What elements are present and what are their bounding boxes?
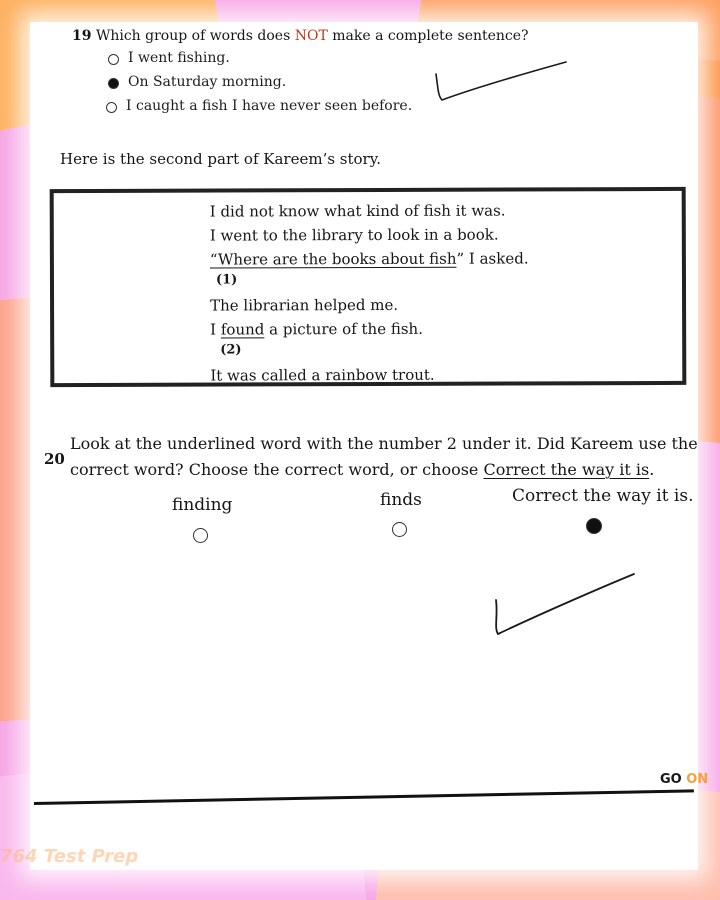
story-box	[50, 187, 687, 387]
checkmark-icon	[430, 58, 570, 108]
question-20-number: 20	[44, 450, 65, 468]
question-19-prompt: 19 Which group of words does NOT make a complete sentence?	[72, 28, 529, 44]
story-line-2: I went to the library to look in a book.	[209, 225, 499, 245]
underlined-word-2: found	[220, 320, 265, 339]
q19-option-2-label: On Saturday morning.	[128, 74, 287, 90]
q19-option-1-radio[interactable]	[108, 54, 119, 65]
underlined-phrase-1: “Where are the books about fish	[209, 249, 457, 269]
story-intro: Here is the second part of Kareem’s story.	[60, 150, 381, 168]
question-20-line-2: correct word? Choose the correct word, or choose Correct the way it is.	[70, 460, 655, 479]
q19-option-1-label: I went fishing.	[128, 50, 230, 66]
question-20-line-1: Look at the underlined word with the number 2 under it. Did Kareem use the	[70, 434, 698, 453]
not-emphasis: NOT	[294, 28, 328, 44]
bottom-rule	[34, 789, 694, 805]
correct-the-way-it-is-underlined: Correct the way it is	[483, 460, 650, 479]
question-19-number: 19	[72, 28, 92, 44]
page-footer: 764 Test Prep	[0, 846, 139, 867]
q19-option-2-radio[interactable]	[108, 78, 119, 89]
q19-option-3-label: I caught a fish I have never seen before.	[126, 98, 413, 114]
story-line-1: I did not know what kind of fish it was.	[209, 201, 506, 221]
story-line-5: I found a picture of the fish.	[210, 319, 424, 339]
go-on-label: GO ON	[660, 772, 709, 787]
q20-choice-2-radio[interactable]	[392, 522, 407, 537]
story-line-3: “Where are the books about fish” I asked.	[209, 249, 529, 269]
checkmark-icon	[490, 570, 640, 642]
q20-choice-2-label: finds	[380, 490, 422, 510]
marker-2: (2)	[220, 342, 242, 358]
worksheet-page	[30, 22, 709, 870]
q20-choice-3-radio[interactable]	[586, 518, 602, 534]
q20-choice-3-label: Correct the way it is.	[512, 486, 694, 506]
story-line-6: It was called a rainbow trout.	[210, 365, 435, 385]
story-line-4: The librarian helped me.	[210, 295, 399, 315]
q20-choice-1-radio[interactable]	[193, 528, 208, 543]
q19-option-3-radio[interactable]	[106, 102, 117, 113]
q20-choice-1-label: finding	[172, 495, 233, 515]
marker-1: (1)	[215, 272, 238, 288]
